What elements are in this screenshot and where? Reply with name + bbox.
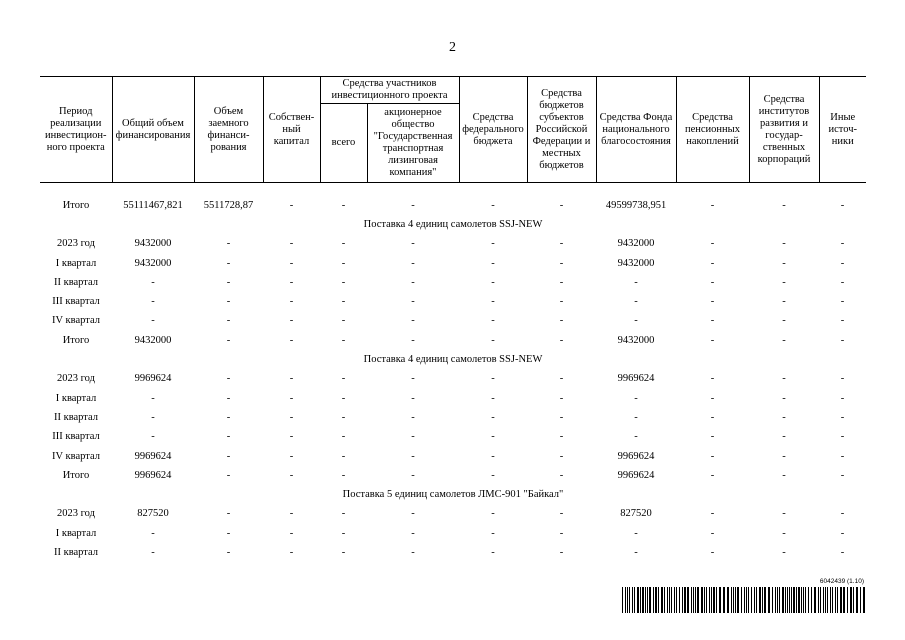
value-cell: - <box>559 508 564 520</box>
value-cell: - <box>151 276 155 288</box>
value-cell: - <box>341 276 346 288</box>
value-cell: - <box>840 315 845 327</box>
value-cell: - <box>559 450 564 462</box>
table-row <box>40 447 866 466</box>
value-cell: - <box>710 450 715 462</box>
value-cell: - <box>840 334 845 346</box>
table-row <box>40 292 866 311</box>
value-cell: - <box>710 392 715 404</box>
value-cell: - <box>226 469 231 481</box>
value-cell: - <box>840 469 845 481</box>
value-cell: - <box>411 238 415 250</box>
value-cell: - <box>840 276 845 288</box>
period-cell: IV квартал <box>52 315 100 327</box>
value-cell: - <box>710 315 715 327</box>
value-cell: 9969624 <box>617 469 655 481</box>
value-cell: - <box>491 315 495 327</box>
table-row <box>40 543 866 562</box>
table-row <box>40 254 866 273</box>
period-cell: II квартал <box>53 411 99 423</box>
value-cell: 9969624 <box>134 373 172 385</box>
barcode-icon <box>622 587 866 613</box>
value-cell: - <box>341 296 346 308</box>
value-cell: - <box>491 546 495 558</box>
value-cell: - <box>710 257 715 269</box>
value-cell: 827520 <box>620 508 652 520</box>
table-row <box>40 408 866 427</box>
table-row <box>40 389 866 408</box>
value-cell: - <box>840 411 845 423</box>
financing-table-container <box>40 76 866 563</box>
value-cell: - <box>782 392 786 404</box>
value-cell: - <box>559 257 564 269</box>
value-cell: - <box>289 276 294 288</box>
header-period: Период реализации инвестицион-ного проекта <box>40 77 112 183</box>
value-cell: - <box>151 527 155 539</box>
value-cell: 9969624 <box>134 450 172 462</box>
section-title: Поставка 4 единиц самолетов SSJ-NEW <box>363 218 543 230</box>
value-cell: - <box>491 508 495 520</box>
value-cell: - <box>411 276 415 288</box>
value-cell: - <box>491 450 495 462</box>
value-cell: - <box>289 238 294 250</box>
value-cell: - <box>341 527 346 539</box>
table-row <box>40 370 866 389</box>
value-cell: - <box>710 527 715 539</box>
value-cell: - <box>411 469 415 481</box>
header-nwf: Средства Фонда национального благосостояния <box>596 77 676 183</box>
value-cell: - <box>559 199 564 211</box>
value-cell: - <box>411 334 415 346</box>
period-cell: III квартал <box>52 296 100 308</box>
value-cell: 9969624 <box>617 450 655 462</box>
barcode-block <box>622 578 866 614</box>
period-cell: 2023 год <box>57 508 95 520</box>
value-cell: - <box>341 431 346 443</box>
value-cell: - <box>411 199 415 211</box>
value-cell: - <box>634 431 638 443</box>
value-cell: 9969624 <box>134 469 172 481</box>
value-cell: - <box>226 392 231 404</box>
value-cell: - <box>710 373 715 385</box>
value-cell: - <box>710 469 715 481</box>
value-cell: - <box>151 392 155 404</box>
value-cell: - <box>226 238 231 250</box>
value-cell: - <box>341 315 346 327</box>
value-cell: - <box>840 450 845 462</box>
period-cell: 2023 год <box>57 238 95 250</box>
value-cell: - <box>840 296 845 308</box>
value-cell: - <box>491 411 495 423</box>
value-cell: - <box>491 431 495 443</box>
value-cell: - <box>840 238 845 250</box>
value-cell: - <box>289 431 294 443</box>
section-title: Поставка 4 единиц самолетов SSJ-NEW <box>363 354 543 366</box>
value-cell: - <box>559 392 564 404</box>
value-cell: - <box>491 469 495 481</box>
financing-table <box>40 76 866 563</box>
value-cell: - <box>411 450 415 462</box>
period-cell: I квартал <box>55 527 97 539</box>
table-row <box>40 331 866 350</box>
value-cell: - <box>782 296 786 308</box>
value-cell: - <box>226 546 231 558</box>
value-cell: - <box>341 373 346 385</box>
value-cell: - <box>289 296 294 308</box>
section-row <box>40 485 866 504</box>
value-cell: - <box>840 527 845 539</box>
period-cell: 2023 год <box>57 373 95 385</box>
value-cell: - <box>289 392 294 404</box>
value-cell: - <box>226 373 231 385</box>
section-row <box>40 215 866 234</box>
value-cell: 9432000 <box>617 238 655 250</box>
value-cell: - <box>782 373 786 385</box>
value-cell: - <box>840 546 845 558</box>
value-cell: - <box>840 431 845 443</box>
value-cell: 9969624 <box>617 373 655 385</box>
value-cell: - <box>341 334 346 346</box>
table-row <box>40 196 866 215</box>
value-cell: - <box>710 546 715 558</box>
value-cell: - <box>710 508 715 520</box>
period-cell: Итого <box>62 469 90 481</box>
value-cell: - <box>289 199 294 211</box>
period-cell: Итого <box>62 334 90 346</box>
table-body <box>40 183 866 563</box>
section-row <box>40 350 866 369</box>
value-cell: - <box>411 527 415 539</box>
value-cell: - <box>289 469 294 481</box>
table-row <box>40 466 866 485</box>
value-cell: - <box>491 238 495 250</box>
value-cell: - <box>710 411 715 423</box>
header-equity: Собствен-ный капитал <box>263 77 320 183</box>
value-cell: - <box>226 527 231 539</box>
value-cell: - <box>411 411 415 423</box>
value-cell: - <box>411 508 415 520</box>
value-cell: - <box>289 527 294 539</box>
value-cell: - <box>559 546 564 558</box>
value-cell: - <box>151 546 155 558</box>
header-borrowed: Объем заемного финанси-рования <box>194 77 263 183</box>
period-cell: I квартал <box>55 257 97 269</box>
period-cell: II квартал <box>53 276 99 288</box>
value-cell: - <box>559 527 564 539</box>
value-cell: - <box>710 199 715 211</box>
value-cell: - <box>411 315 415 327</box>
value-cell: - <box>491 276 495 288</box>
value-cell: - <box>782 431 786 443</box>
value-cell: - <box>151 431 155 443</box>
value-cell: - <box>559 373 564 385</box>
value-cell: - <box>491 199 495 211</box>
value-cell: - <box>634 411 638 423</box>
value-cell: - <box>226 315 231 327</box>
value-cell: - <box>289 546 294 558</box>
value-cell: - <box>226 257 231 269</box>
value-cell: - <box>491 392 495 404</box>
value-cell: - <box>559 276 564 288</box>
value-cell: - <box>782 334 786 346</box>
value-cell: - <box>289 257 294 269</box>
value-cell: - <box>840 199 845 211</box>
value-cell: - <box>341 238 346 250</box>
period-cell: Итого <box>62 199 90 211</box>
header-institutes: Средства институтов развития и государ-ственных корпораций <box>749 77 819 183</box>
value-cell: - <box>411 392 415 404</box>
table-row <box>40 524 866 543</box>
value-cell: - <box>840 392 845 404</box>
value-cell: - <box>341 469 346 481</box>
value-cell: - <box>634 276 638 288</box>
value-cell: - <box>710 276 715 288</box>
page-number: 2 <box>449 40 456 55</box>
value-cell: - <box>782 469 786 481</box>
value-cell: - <box>411 431 415 443</box>
table-row <box>40 312 866 331</box>
value-cell: - <box>411 546 415 558</box>
value-cell: - <box>634 392 638 404</box>
value-cell: - <box>341 450 346 462</box>
value-cell: 827520 <box>137 508 169 520</box>
value-cell: - <box>782 257 786 269</box>
value-cell: - <box>782 238 786 250</box>
header-federal: Средства федерального бюджета <box>459 77 527 183</box>
table-header <box>40 77 866 183</box>
value-cell: - <box>710 431 715 443</box>
value-cell: - <box>289 508 294 520</box>
value-cell: - <box>634 296 638 308</box>
table-row <box>40 235 866 254</box>
value-cell: - <box>341 411 346 423</box>
value-cell: 9432000 <box>617 334 655 346</box>
value-cell: - <box>710 296 715 308</box>
value-cell: - <box>491 257 495 269</box>
section-title: Поставка 5 единиц самолетов ЛМС-901 "Байкал" <box>342 489 564 501</box>
header-regional: Средства бюджетов субъектов Российской Федерации и местных бюджетов <box>527 77 596 183</box>
table-row <box>40 428 866 447</box>
value-cell: - <box>151 296 155 308</box>
value-cell: - <box>411 257 415 269</box>
value-cell: - <box>411 296 415 308</box>
value-cell: - <box>341 508 346 520</box>
header-gtlk: акционерное общество "Государственная транспортная лизинговая компания" <box>367 104 459 183</box>
value-cell: - <box>289 334 294 346</box>
value-cell: - <box>559 411 564 423</box>
barcode-label: 6042439 (1.10) <box>819 578 864 585</box>
value-cell: - <box>710 334 715 346</box>
value-cell: 9432000 <box>134 257 172 269</box>
value-cell: 55111467,821 <box>123 199 183 211</box>
value-cell: - <box>289 411 294 423</box>
value-cell: 9432000 <box>134 238 172 250</box>
value-cell: - <box>491 296 495 308</box>
value-cell: - <box>559 238 564 250</box>
header-other: Иные источ-ники <box>819 77 866 183</box>
value-cell: - <box>226 411 231 423</box>
value-cell: - <box>634 315 638 327</box>
value-cell: - <box>782 450 786 462</box>
value-cell: - <box>559 296 564 308</box>
value-cell: - <box>226 334 231 346</box>
value-cell: - <box>634 546 638 558</box>
table-row <box>40 505 866 524</box>
header-total-funding: Общий объем финансирования <box>112 77 194 183</box>
table-row <box>40 273 866 292</box>
value-cell: - <box>782 546 786 558</box>
value-cell: - <box>341 546 346 558</box>
value-cell: - <box>782 508 786 520</box>
period-cell: III квартал <box>52 431 100 443</box>
value-cell: - <box>840 373 845 385</box>
header-pension: Средства пенсионных накоплений <box>676 77 749 183</box>
value-cell: 9432000 <box>617 257 655 269</box>
header-participants-total: всего <box>320 104 367 183</box>
header-participants-group: Средства участников инвестиционного проекта <box>320 77 459 104</box>
value-cell: - <box>289 450 294 462</box>
value-cell: - <box>226 276 231 288</box>
value-cell: - <box>491 373 495 385</box>
value-cell: - <box>710 238 715 250</box>
value-cell: - <box>411 373 415 385</box>
value-cell: - <box>840 508 845 520</box>
value-cell: - <box>226 450 231 462</box>
value-cell: - <box>559 315 564 327</box>
value-cell: - <box>559 431 564 443</box>
value-cell: - <box>341 199 346 211</box>
value-cell: - <box>226 431 231 443</box>
value-cell: - <box>782 199 786 211</box>
period-cell: I квартал <box>55 392 97 404</box>
value-cell: - <box>634 527 638 539</box>
value-cell: - <box>289 373 294 385</box>
value-cell: - <box>491 527 495 539</box>
value-cell: - <box>151 411 155 423</box>
value-cell: - <box>782 527 786 539</box>
value-cell: - <box>226 508 231 520</box>
value-cell: 9432000 <box>134 334 172 346</box>
value-cell: - <box>341 257 346 269</box>
period-cell: II квартал <box>53 546 99 558</box>
period-cell: IV квартал <box>52 450 100 462</box>
value-cell: 49599738,951 <box>605 199 667 211</box>
value-cell: - <box>491 334 495 346</box>
value-cell: - <box>226 296 231 308</box>
value-cell: 5511728,87 <box>203 199 254 211</box>
value-cell: - <box>782 276 786 288</box>
value-cell: - <box>782 315 786 327</box>
value-cell: - <box>840 257 845 269</box>
value-cell: - <box>151 315 155 327</box>
value-cell: - <box>559 334 564 346</box>
value-cell: - <box>559 469 564 481</box>
value-cell: - <box>782 411 786 423</box>
value-cell: - <box>289 315 294 327</box>
value-cell: - <box>341 392 346 404</box>
